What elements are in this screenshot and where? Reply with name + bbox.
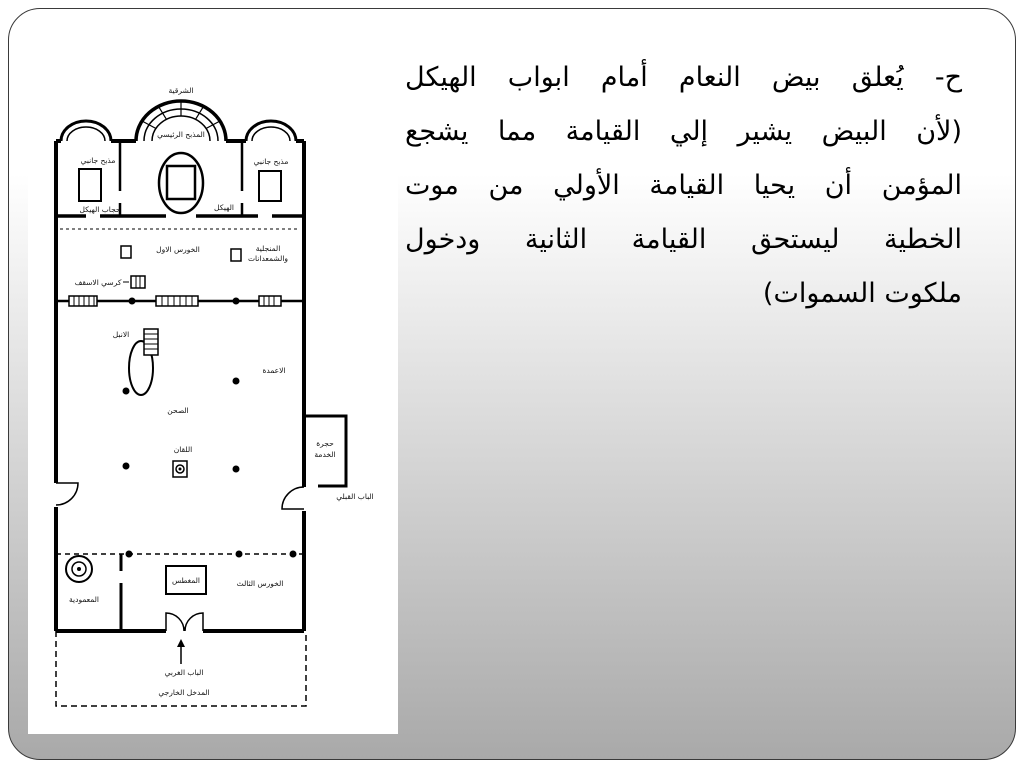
right-apse-inner — [252, 127, 290, 141]
label-west-door: الباب الغربي — [164, 668, 204, 677]
column — [290, 551, 297, 558]
label-service-room: حجرة — [316, 439, 334, 448]
label-lectern: والشمعدانات — [247, 254, 289, 263]
ambo-stairs — [144, 329, 158, 355]
label-service-room: الخدمة — [314, 450, 336, 459]
synthronon-steps — [142, 101, 220, 129]
west-door-right-leaf — [185, 613, 203, 631]
label-third-choir: الخورس الثالث — [236, 579, 284, 588]
left-apse — [61, 121, 111, 141]
main-altar — [167, 166, 195, 199]
column — [233, 298, 240, 305]
label-iconostasis: حجاب الهيكل — [79, 205, 121, 214]
label-columns: الاعمدة — [262, 366, 286, 375]
main-altar-dome — [159, 153, 203, 213]
label-east: الشرقية — [168, 86, 194, 95]
label-side-altar-right: مذبح جانبي — [253, 157, 289, 166]
side-altar-left — [79, 169, 101, 201]
label-bishop-chair: كرسي الاسقف — [74, 278, 122, 287]
text-line: (لأن البيض يشير إلي القيامة مما يشجع — [405, 116, 962, 147]
label-lectern: المنجلية — [255, 244, 281, 253]
text-line: ح- يُعلق بيض النعام أمام ابواب الهيكل — [405, 62, 962, 93]
label-south-door: الباب القبلي — [336, 492, 374, 501]
church-floor-plan — [28, 71, 398, 734]
bench-right — [259, 296, 281, 306]
south-door — [282, 487, 304, 509]
label-baptistery: المعمودية — [69, 595, 99, 604]
label-side-altar-left: مذبح جانبي — [80, 156, 116, 165]
label-laqqan: اللقان — [173, 445, 193, 454]
text-line: ملكوت السموات) — [762, 278, 962, 309]
small-stand-left — [121, 246, 131, 258]
label-main-altar: المذبح الرئيسي — [157, 130, 205, 139]
label-epiphany-font: المغطس — [171, 576, 201, 585]
bishop-chair-detail — [136, 276, 140, 288]
column — [233, 466, 240, 473]
label-ambo: الانبل — [112, 330, 130, 339]
slide — [8, 8, 1016, 760]
column — [126, 551, 133, 558]
label-first-choir: الخورس الاول — [156, 245, 200, 254]
text-line: الخطية ليستحق القيامة الثانية ودخول — [405, 224, 962, 255]
bishop-chair — [131, 276, 145, 288]
column — [236, 551, 243, 558]
left-apse-inner — [67, 127, 105, 141]
column — [233, 378, 240, 385]
slide-text — [405, 51, 962, 321]
bench-left — [69, 296, 97, 306]
laqqan-center — [179, 468, 182, 471]
baptismal-font-center — [77, 567, 81, 571]
west-door-left-leaf — [166, 613, 184, 631]
column — [129, 298, 136, 305]
side-altar-right — [259, 171, 281, 201]
label-outer-entrance: المدخل الخارجي — [158, 688, 210, 697]
right-apse — [246, 121, 296, 141]
column — [123, 388, 130, 395]
column — [123, 463, 130, 470]
north-door — [56, 483, 78, 505]
text-line: المؤمن أن يحيا القيامة الأولي من موت — [405, 170, 962, 201]
label-sanctuary: الهيكل — [214, 203, 234, 212]
floor-plan-drawing — [28, 71, 398, 734]
entrance-arrow-head — [177, 639, 185, 647]
lectern-stand — [231, 249, 241, 261]
label-nave: الصحن — [167, 406, 189, 415]
